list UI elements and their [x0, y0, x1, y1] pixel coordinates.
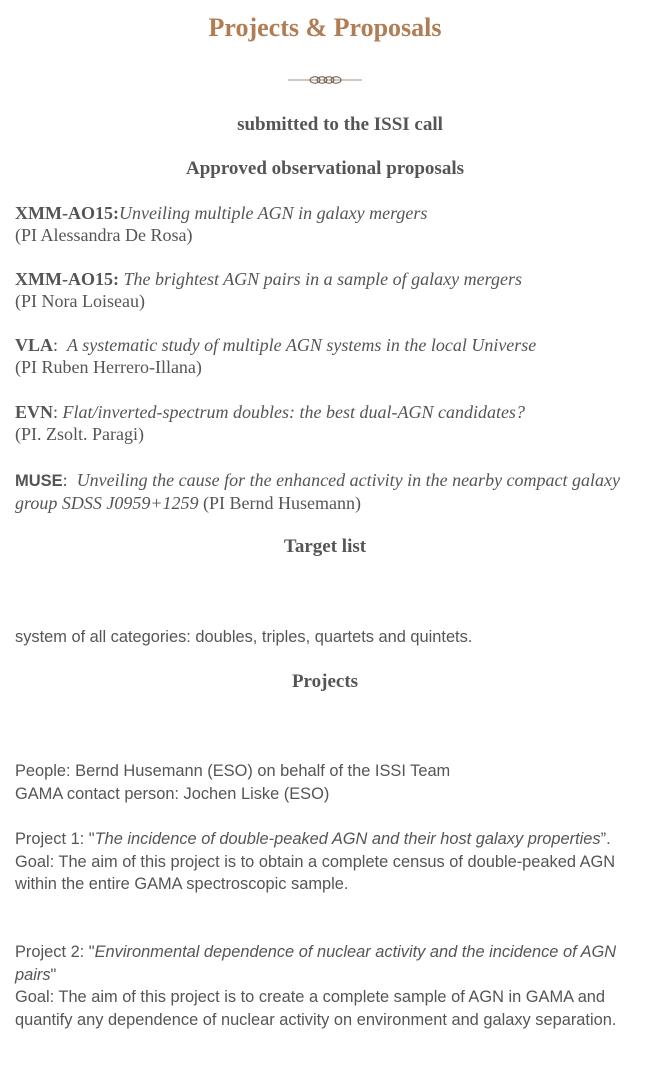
proposal-pi: (PI Ruben Herrero-Illana) — [15, 357, 202, 377]
proposal-pi: (PI Bernd Husemann) — [198, 493, 361, 513]
proposal-pi: (PI Nora Loiseau) — [15, 291, 145, 311]
people-block — [15, 760, 640, 805]
project-1-title: The incidence of double-peaked AGN and their host galaxy properties — [94, 830, 601, 848]
project-2-title: Environmental dependence of nuclear activity and the incidence of AGN pairs — [15, 943, 617, 984]
proposal-item — [15, 334, 640, 378]
proposal-label: MUSE — [15, 472, 63, 490]
proposal-title: A systematic study of multiple AGN systems in the local Universe — [67, 335, 537, 355]
project-2-goal: Goal: The aim of this project is to create a complete sample of AGN in GAMA and quantify any dependence of nuclear activity on environment and galaxy separation. — [15, 988, 617, 1029]
project-1 — [15, 828, 640, 896]
proposal-title: Unveiling the cause for the enhanced activity in the nearby compact galaxy group SDSS J0959+1259 — [15, 470, 621, 513]
target-list-heading: Target list — [283, 536, 367, 557]
proposal-pi: (PI Alessandra De Rosa) — [15, 225, 193, 245]
project-1-goal: Goal: The aim of this project is to obtain a complete census of double-peaked AGN within the entire GAMA spectroscopic sample. — [15, 852, 616, 893]
proposal-label: XMM-AO15: — [15, 269, 119, 289]
proposal-label: XMM-AO15: — [15, 203, 119, 223]
proposal-item — [15, 401, 640, 445]
people-line: People: Bernd Husemann (ESO) on behalf of the ISSI Team — [15, 762, 451, 780]
project-1-title-line: Project 1: "The incidence of double-peaked AGN and their host galaxy properties”. — [15, 830, 611, 848]
gama-contact: GAMA contact person: Jochen Liske (ESO) — [15, 784, 330, 803]
projects-heading: Projects — [291, 671, 359, 692]
proposal-title: Flat/inverted-spectrum doubles: the best dual-AGN candidates? — [62, 402, 525, 422]
proposal-pi: (PI. Zsolt. Paragi) — [15, 424, 144, 444]
proposal-separator: : — [53, 335, 68, 355]
proposal-item — [15, 202, 640, 246]
project-2 — [15, 941, 640, 1031]
submitted-heading: submitted to the ISSI call — [237, 114, 443, 135]
proposal-separator: : — [62, 470, 77, 490]
proposal-title: Unveiling multiple AGN in galaxy mergers — [118, 203, 428, 223]
proposal-separator: : — [53, 402, 63, 422]
proposal-item — [15, 268, 640, 312]
approved-heading: Approved observational proposals — [185, 158, 464, 179]
ornament-divider — [288, 72, 362, 88]
project-2-title-line: Project 2: "Environmental dependence of nuclear activity and the incidence of AGN pairs" — [15, 943, 617, 984]
proposal-title: The brightest AGN pairs in a sample of galaxy mergers — [118, 269, 522, 289]
proposal-label: EVN — [15, 402, 54, 422]
target-list-text: system of all categories: doubles, triples, quartets and quintets. — [15, 628, 473, 646]
page-title: Projects & Proposals — [208, 13, 442, 42]
proposal-label: VLA — [15, 335, 54, 355]
proposal-item — [15, 469, 640, 514]
